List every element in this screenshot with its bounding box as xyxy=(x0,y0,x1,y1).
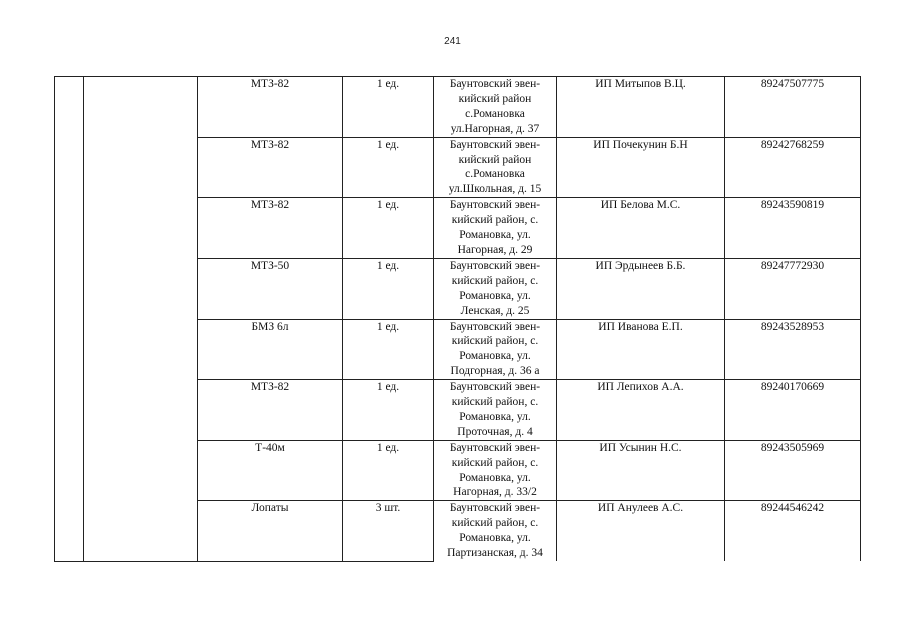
quantity-cell: 1 ед. xyxy=(343,137,434,198)
table-row xyxy=(55,77,861,138)
address-cell xyxy=(434,380,557,441)
address-cell xyxy=(434,258,557,319)
quantity-cell: 1 ед. xyxy=(343,319,434,380)
phone-cell: 89247507775 xyxy=(725,77,861,138)
address-line: Баунтовский эвен- xyxy=(449,199,541,212)
equipment-cell: Т-40м xyxy=(198,440,343,501)
address-cell xyxy=(434,198,557,259)
equipment-cell: МТЗ-82 xyxy=(198,77,343,138)
address-line: Проточная, д. 4 xyxy=(457,425,533,438)
phone-cell: 89242768259 xyxy=(725,137,861,198)
address-line: кийский район xyxy=(458,92,532,105)
owner-cell: ИП Усынин Н.С. xyxy=(557,440,725,501)
address-line: Нагорная, д. 33/2 xyxy=(453,486,537,499)
owner-cell: ИП Белова М.С. xyxy=(557,198,725,259)
address-line: кийский район, с. xyxy=(451,335,539,348)
address-line: кийский район, с. xyxy=(451,517,539,530)
phone-cell: 89244546242 xyxy=(725,501,861,561)
address-line: ул.Нагорная, д. 37 xyxy=(450,122,540,135)
address-line: Баунтовский эвен- xyxy=(449,138,541,151)
equipment-cell: МТЗ-82 xyxy=(198,137,343,198)
address-line: Подгорная, д. 36 а xyxy=(450,365,540,378)
equipment-table xyxy=(54,76,861,562)
address-line: Ленская, д. 25 xyxy=(460,304,530,317)
address-cell xyxy=(434,137,557,198)
address-line: Баунтовский эвен- xyxy=(449,78,541,90)
quantity-cell: 1 ед. xyxy=(343,258,434,319)
phone-cell: 89243505969 xyxy=(725,440,861,501)
address-line: Романовка, ул. xyxy=(459,410,531,423)
address-line: Баунтовский эвен- xyxy=(449,441,541,454)
address-line: Романовка, ул. xyxy=(459,229,531,242)
equipment-cell: БМЗ 6л xyxy=(198,319,343,380)
address-line: ул.Школьная, д. 15 xyxy=(448,183,542,196)
owner-cell: ИП Лепихов А.А. xyxy=(557,380,725,441)
address-line: Баунтовский эвен- xyxy=(449,259,541,272)
quantity-cell: 3 шт. xyxy=(343,501,434,561)
quantity-cell: 1 ед. xyxy=(343,440,434,501)
owner-cell: ИП Анулеев А.С. xyxy=(557,501,725,561)
address-line: с.Романовка xyxy=(465,107,525,120)
phone-cell: 89243590819 xyxy=(725,198,861,259)
owner-cell: ИП Митыпов В.Ц. xyxy=(557,77,725,138)
address-cell xyxy=(434,77,557,138)
address-line: кийский район, с. xyxy=(451,396,539,409)
address-line: Романовка, ул. xyxy=(459,471,531,484)
phone-cell: 89243528953 xyxy=(725,319,861,380)
address-line: кийский район, с. xyxy=(451,214,539,227)
owner-cell: ИП Эрдынеев Б.Б. xyxy=(557,258,725,319)
address-line: кийский район, с. xyxy=(451,456,539,469)
page-number: 241 xyxy=(444,36,461,47)
address-line: Романовка, ул. xyxy=(459,350,531,363)
equipment-cell: МТЗ-82 xyxy=(198,380,343,441)
phone-cell: 89247772930 xyxy=(725,258,861,319)
quantity-cell: 1 ед. xyxy=(343,77,434,138)
address-line: Баунтовский эвен- xyxy=(449,502,541,515)
equipment-cell: Лопаты xyxy=(198,501,343,561)
address-line: Баунтовский эвен- xyxy=(449,381,541,394)
phone-cell: 89240170669 xyxy=(725,380,861,441)
address-line: кийский район, с. xyxy=(451,274,539,287)
address-line: с.Романовка xyxy=(465,168,525,181)
blank-category-cell xyxy=(84,77,198,562)
address-line: Баунтовский эвен- xyxy=(449,320,541,333)
address-cell xyxy=(434,319,557,380)
equipment-cell: МТЗ-50 xyxy=(198,258,343,319)
address-cell xyxy=(434,501,557,561)
address-line: кийский район xyxy=(458,153,532,166)
address-line: Романовка, ул. xyxy=(459,532,531,545)
quantity-cell: 1 ед. xyxy=(343,380,434,441)
quantity-cell: 1 ед. xyxy=(343,198,434,259)
address-line: Нагорная, д. 29 xyxy=(457,243,533,256)
address-line: Романовка, ул. xyxy=(459,289,531,302)
owner-cell: ИП Иванова Е.П. xyxy=(557,319,725,380)
equipment-cell: МТЗ-82 xyxy=(198,198,343,259)
address-line: Партизанская, д. 34 xyxy=(447,547,543,560)
address-cell xyxy=(434,440,557,501)
owner-cell: ИП Почекунин Б.Н xyxy=(557,137,725,198)
blank-index-cell xyxy=(55,77,84,562)
